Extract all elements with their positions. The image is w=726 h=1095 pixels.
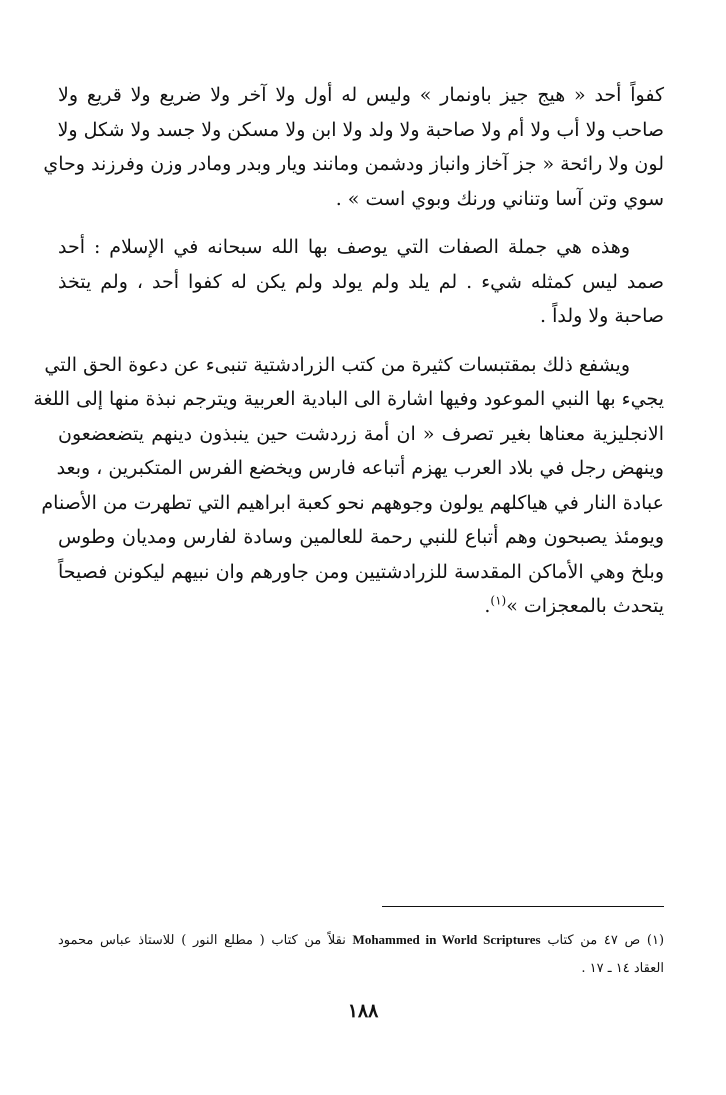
text-line: ويشفع ذلك بمقتبسات كثيرة من كتب الزرادشتية تنبىء عن دعوة الحق التي	[44, 353, 630, 376]
footnote-line-2: العقاد ١٤ ـ ١٧ .	[581, 961, 664, 976]
footnote-divider	[382, 906, 664, 907]
text-line: عبادة النار في هياكلهم يولون وجوههم نحو كعبة ابراهيم التي تطهرت من الأصنام	[41, 491, 664, 514]
page-number: ١٨٨	[347, 1000, 379, 1022]
text-line: كفواً أحد « هيج جيز باونمار » وليس له أول ولا آخر ولا ضريع ولا قريع ولا	[58, 84, 664, 106]
text-line: وهذه هي جملة الصفات التي يوصف بها الله سبحانه في الإسلام : أحد	[58, 236, 630, 258]
paragraph-2	[58, 230, 664, 334]
text-line: صاحب ولا أب ولا أم ولا صاحبة ولا ولد ولا ابن ولا مسكن ولا جسد ولا شكل ولا	[57, 118, 664, 141]
footnote-suffix: نقلاً من كتاب ( مطلع النور ) للاستاذ عباس محمود	[58, 933, 346, 948]
text-line: صاحبة ولا ولداً .	[540, 305, 664, 327]
text-line: يجيء بها النبي الموعود وفيها اشارة الى البادية العربية ويترجم نبذة منها إلى اللغة	[33, 388, 664, 410]
text-line: صمد ليس كمثله شيء . لم يلد ولم يولد ولم يكن له كفوا أحد ، ولم يتخذ	[58, 270, 664, 293]
footnote-reference[interactable]: (١)	[490, 593, 507, 608]
trailing-punctuation: .	[484, 595, 491, 617]
footnote-book-title: Mohammed in World Scriptures	[352, 932, 541, 947]
main-text	[33, 78, 664, 638]
text-line-last	[58, 589, 664, 624]
text-fragment: يتحدث بالمعجزات »	[506, 595, 664, 617]
text-line: وبلخ وهي الأماكن المقدسة للزرادشتيين ومن جاورهم وان نبيهم ليكونن فصيحاً	[58, 560, 664, 583]
text-line: سوي وتن آسا وتناني ورنك وبوي است » .	[335, 187, 664, 210]
paragraph-3	[33, 348, 664, 624]
footnote-prefix: (١) ص ٤٧ من كتاب	[547, 933, 665, 948]
text-line: لون ولا رائحة « جز آخاز وانباز ودشمن ومانند ويار وبدر ومادر وزن وفرزند وحاي	[43, 153, 664, 175]
footnote-line-1	[58, 926, 664, 955]
text-line: الانجليزية معناها بغير تصرف « ان أمة زردشت حين ينبذون دينهم يتضعضعون	[58, 422, 664, 445]
text-line: وينهض رجل في بلاد العرب يهزم أتباعه فارس ويخضع الفرس المتكبرين ، وبعد	[56, 457, 664, 479]
footnote	[58, 926, 664, 983]
paragraph-1	[43, 78, 664, 216]
text-line: ويومئذ يصبحون وهم أتباع للنبي رحمة للعالمين وسادة لفارس ومديان وطوس	[58, 526, 664, 548]
